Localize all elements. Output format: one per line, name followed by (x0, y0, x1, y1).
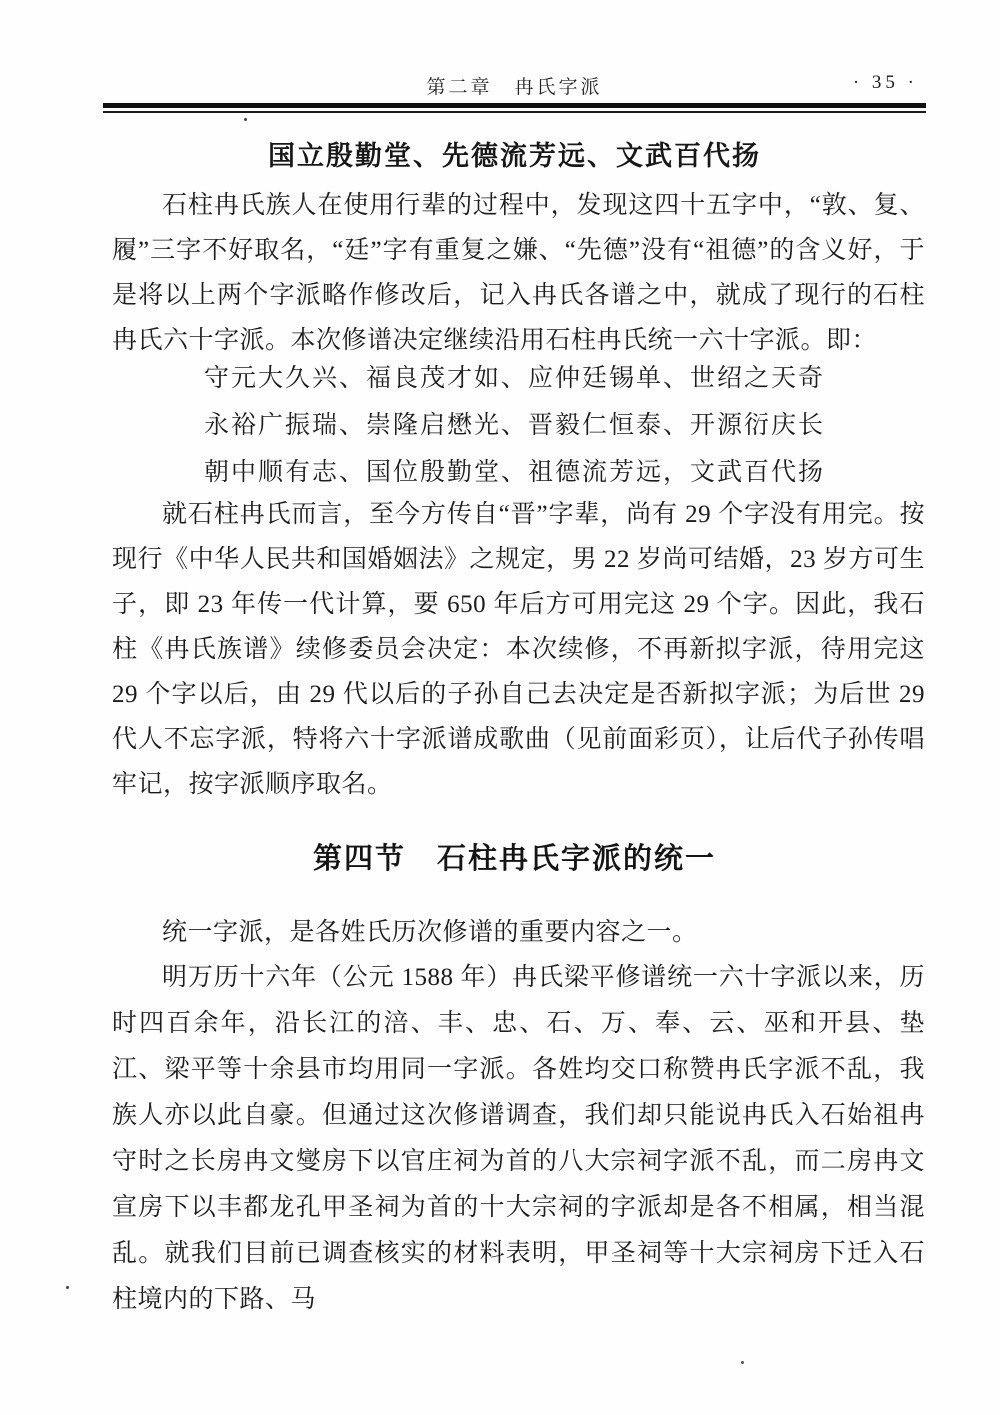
motto-line: 国立殷勤堂、先德流芳远、文武百代扬 (268, 141, 761, 171)
paragraph-revision-history: 石柱冉氏族人在使用行辈的过程中，发现这四十五字中，“敦、复、履”三字不好取名，“廷”字有重复之嫌、“先德”没有“祖德”的含义好，于是将以上两个字派略作修改后，记入冉氏各谱之中，就成了现行的石柱冉氏六十字派。本次修谱决定继续沿用石柱冉氏统一六十字派。即： (112, 192, 925, 354)
generation-verse (103, 355, 926, 496)
section-heading: 第四节 石柱冉氏字派的统一 (312, 843, 716, 875)
page-number: · 35 · (852, 72, 918, 93)
verse-line-1: 守元大久兴、福良茂才如、应仲廷锡单、世绍之天奇 (203, 365, 825, 392)
paragraph-unification-intro: 统一字派，是各姓氏历次修谱的重要内容之一。 (162, 919, 698, 946)
scan-speck (741, 1361, 744, 1364)
header-rule (103, 103, 926, 113)
verse-line-2: 永裕广振瑞、崇隆启懋光、晋毅仁恒泰、开源衍庆长 (203, 412, 825, 439)
scan-speck (66, 1286, 69, 1289)
running-head (103, 72, 926, 100)
chapter-title: 第二章 冉氏字派 (426, 77, 603, 98)
paragraph-usage-calculation: 就石柱冉氏而言，至今方传自“晋”字辈，尚有 29 个字没有用完。按现行《中华人民共和国婚姻法》之规定，男 22 岁尚可结婚，23 岁方可生子，即 23 年传一代计算，要 650 年后方可用完这 29 个字。因此，我石柱《冉氏族谱》续修委员会决定：本次续修，不再新拟字派，待用完这 29 个字以后，由 29 代以后的子孙自己去决定是否新拟字派；为后世 29 代人不忘字派，特将六十字派谱成歌曲（见前面彩页），让后代子孙传唱牢记，按字派顺序取名。 (112, 501, 925, 798)
verse-line-3: 朝中顺有志、国位殷勤堂、祖德流芳远，文武百代扬 (203, 459, 825, 486)
scan-speck (244, 118, 247, 121)
paragraph-unification-history: 明万历十六年（公元 1588 年）冉氏梁平修谱统一六十字派以来，历时四百余年，沿长江的涪、丰、忠、石、万、奉、云、巫和开县、垫江、梁平等十余县市均用同一字派。各姓均交口称赞冉氏字派不乱，我族人亦以此自豪。但通过这次修谱调查，我们却只能说冉氏入石始祖冉守时之长房冉文燮房下以官庄祠为首的八大宗祠字派不乱，而二房冉文宣房下以丰都龙孔甲圣祠为首的十大宗祠的字派却是各不相属，相当混乱。就我们目前已调查核实的材料表明，甲圣祠等十大宗祠房下迁入石柱境内的下路、马 (112, 964, 925, 1313)
